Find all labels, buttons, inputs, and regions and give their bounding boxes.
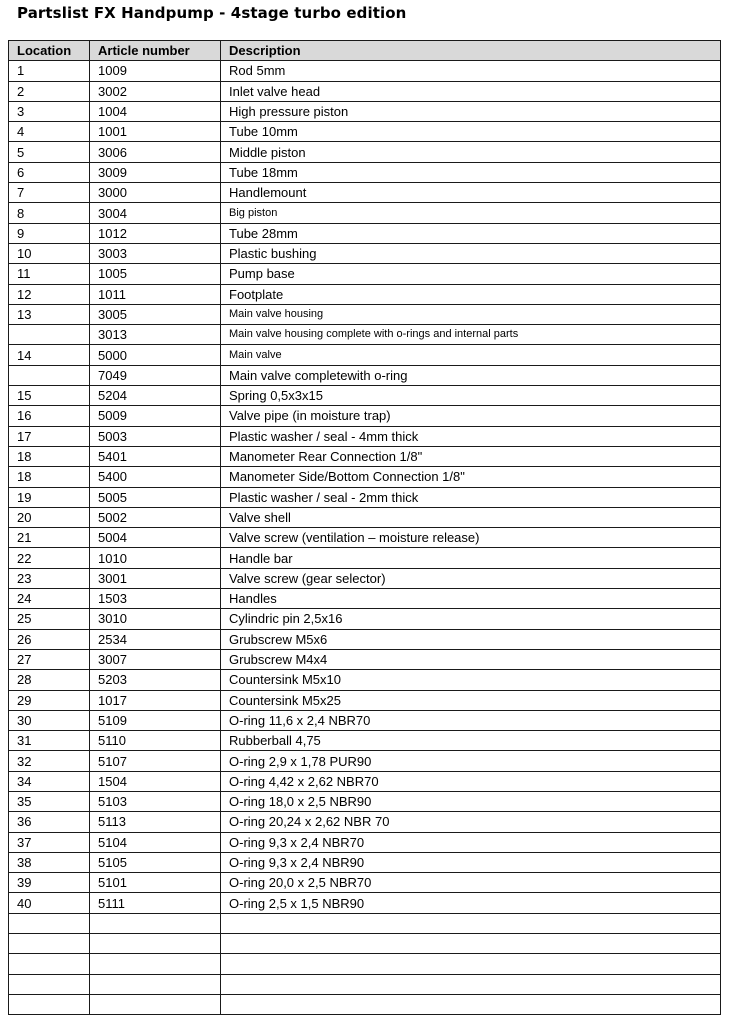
cell-location: 26	[9, 629, 90, 649]
cell-location: 38	[9, 852, 90, 872]
table-row	[9, 568, 721, 588]
table-row	[9, 203, 721, 223]
cell-article-number: 1504	[90, 771, 221, 791]
cell-location: 4	[9, 122, 90, 142]
cell-article-number: 5105	[90, 852, 221, 872]
cell-article-number: 5101	[90, 873, 221, 893]
cell-location: 16	[9, 406, 90, 426]
cell-description: Pump base	[221, 264, 721, 284]
cell-article-number: 5107	[90, 751, 221, 771]
cell-article-number: 3010	[90, 609, 221, 629]
table-row	[9, 994, 721, 1014]
table-row	[9, 812, 721, 832]
cell-description: Big piston	[221, 203, 721, 223]
cell-description: Valve pipe (in moisture trap)	[221, 406, 721, 426]
cell-location: 23	[9, 568, 90, 588]
cell-description: Plastic bushing	[221, 243, 721, 263]
cell-location: 25	[9, 609, 90, 629]
cell-description: Handles	[221, 589, 721, 609]
cell-description: Handlemount	[221, 183, 721, 203]
cell-article-number: 5401	[90, 446, 221, 466]
cell-article-number	[90, 954, 221, 974]
table-header-row	[9, 41, 721, 61]
cell-article-number	[90, 974, 221, 994]
cell-location: 12	[9, 284, 90, 304]
cell-location: 13	[9, 304, 90, 324]
cell-article-number: 1001	[90, 122, 221, 142]
cell-description: O-ring 18,0 x 2,5 NBR90	[221, 791, 721, 811]
table-row	[9, 426, 721, 446]
cell-description: O-ring 4,42 x 2,62 NBR70	[221, 771, 721, 791]
cell-article-number: 5110	[90, 731, 221, 751]
cell-article-number: 5000	[90, 345, 221, 365]
table-row	[9, 467, 721, 487]
cell-description	[221, 913, 721, 933]
cell-location: 19	[9, 487, 90, 507]
cell-article-number: 3006	[90, 142, 221, 162]
table-row	[9, 487, 721, 507]
cell-location: 10	[9, 243, 90, 263]
table-row	[9, 81, 721, 101]
cell-location: 39	[9, 873, 90, 893]
cell-description: Rod 5mm	[221, 61, 721, 81]
table-row	[9, 629, 721, 649]
page-title: Partslist FX Handpump - 4stage turbo edition	[17, 4, 407, 22]
column-header-article-number: Article number	[90, 41, 221, 61]
cell-location: 35	[9, 791, 90, 811]
cell-description: Main valve housing	[221, 304, 721, 324]
cell-article-number: 5104	[90, 832, 221, 852]
cell-location: 37	[9, 832, 90, 852]
cell-description: Plastic washer / seal - 2mm thick	[221, 487, 721, 507]
cell-description: O-ring 11,6 x 2,4 NBR70	[221, 710, 721, 730]
cell-location: 14	[9, 345, 90, 365]
parts-table	[8, 40, 721, 1015]
cell-location: 30	[9, 710, 90, 730]
cell-article-number: 5204	[90, 386, 221, 406]
cell-location	[9, 913, 90, 933]
table-row	[9, 142, 721, 162]
table-row	[9, 954, 721, 974]
cell-article-number: 5009	[90, 406, 221, 426]
cell-description: Tube 18mm	[221, 162, 721, 182]
cell-article-number: 5004	[90, 528, 221, 548]
cell-description	[221, 954, 721, 974]
cell-description: Spring 0,5x3x15	[221, 386, 721, 406]
cell-location: 20	[9, 507, 90, 527]
cell-article-number: 3009	[90, 162, 221, 182]
cell-description: Countersink M5x25	[221, 690, 721, 710]
cell-description: Cylindric pin 2,5x16	[221, 609, 721, 629]
table-row	[9, 731, 721, 751]
cell-location: 9	[9, 223, 90, 243]
cell-description: Main valve completewith o-ring	[221, 365, 721, 385]
cell-article-number: 5113	[90, 812, 221, 832]
table-row	[9, 528, 721, 548]
cell-article-number: 7049	[90, 365, 221, 385]
table-row	[9, 243, 721, 263]
column-header-location: Location	[9, 41, 90, 61]
table-row	[9, 670, 721, 690]
cell-article-number: 3000	[90, 183, 221, 203]
cell-article-number: 5005	[90, 487, 221, 507]
table-row	[9, 386, 721, 406]
cell-article-number: 5109	[90, 710, 221, 730]
table-body	[9, 61, 721, 1015]
table-row	[9, 345, 721, 365]
cell-location: 15	[9, 386, 90, 406]
cell-description: O-ring 20,0 x 2,5 NBR70	[221, 873, 721, 893]
table-row	[9, 548, 721, 568]
cell-description: Main valve	[221, 345, 721, 365]
cell-description: O-ring 9,3 x 2,4 NBR90	[221, 852, 721, 872]
cell-article-number: 1011	[90, 284, 221, 304]
table-row	[9, 406, 721, 426]
cell-location: 18	[9, 446, 90, 466]
table-row	[9, 974, 721, 994]
cell-location: 7	[9, 183, 90, 203]
cell-article-number	[90, 913, 221, 933]
cell-description: Manometer Side/Bottom Connection 1/8"	[221, 467, 721, 487]
cell-article-number: 1503	[90, 589, 221, 609]
cell-location: 2	[9, 81, 90, 101]
table-row	[9, 101, 721, 121]
table-row	[9, 223, 721, 243]
table-row	[9, 771, 721, 791]
cell-description: Middle piston	[221, 142, 721, 162]
cell-article-number: 1017	[90, 690, 221, 710]
cell-description: Valve shell	[221, 507, 721, 527]
table-row	[9, 264, 721, 284]
cell-article-number: 1005	[90, 264, 221, 284]
cell-description: O-ring 9,3 x 2,4 NBR70	[221, 832, 721, 852]
cell-description	[221, 934, 721, 954]
table-row	[9, 649, 721, 669]
cell-location: 8	[9, 203, 90, 223]
cell-description: High pressure piston	[221, 101, 721, 121]
table-row	[9, 791, 721, 811]
table-row	[9, 913, 721, 933]
cell-location: 18	[9, 467, 90, 487]
cell-article-number: 3005	[90, 304, 221, 324]
cell-article-number: 5400	[90, 467, 221, 487]
cell-location	[9, 365, 90, 385]
column-header-description: Description	[221, 41, 721, 61]
table-row	[9, 446, 721, 466]
cell-description: Main valve housing complete with o-rings and internal parts	[221, 325, 721, 345]
cell-article-number: 3007	[90, 649, 221, 669]
cell-description	[221, 994, 721, 1014]
table-row	[9, 61, 721, 81]
cell-description: Plastic washer / seal - 4mm thick	[221, 426, 721, 446]
cell-location: 1	[9, 61, 90, 81]
cell-description: Valve screw (ventilation – moisture release)	[221, 528, 721, 548]
table-row	[9, 183, 721, 203]
table-row	[9, 284, 721, 304]
cell-location: 28	[9, 670, 90, 690]
cell-location: 3	[9, 101, 90, 121]
cell-description: Countersink M5x10	[221, 670, 721, 690]
cell-description	[221, 974, 721, 994]
table-row	[9, 325, 721, 345]
cell-description: Rubberball 4,75	[221, 731, 721, 751]
table-row	[9, 589, 721, 609]
table-row	[9, 751, 721, 771]
table-row	[9, 893, 721, 913]
table-row	[9, 609, 721, 629]
cell-description: Grubscrew M5x6	[221, 629, 721, 649]
cell-location: 40	[9, 893, 90, 913]
table-row	[9, 934, 721, 954]
cell-location: 36	[9, 812, 90, 832]
cell-location: 29	[9, 690, 90, 710]
cell-location	[9, 934, 90, 954]
cell-article-number: 5003	[90, 426, 221, 446]
cell-article-number: 5203	[90, 670, 221, 690]
cell-article-number: 2534	[90, 629, 221, 649]
cell-description: Inlet valve head	[221, 81, 721, 101]
cell-location: 22	[9, 548, 90, 568]
table-row	[9, 162, 721, 182]
cell-article-number: 3003	[90, 243, 221, 263]
cell-location	[9, 954, 90, 974]
cell-location: 27	[9, 649, 90, 669]
cell-article-number: 5002	[90, 507, 221, 527]
cell-description: Grubscrew M4x4	[221, 649, 721, 669]
table-row	[9, 365, 721, 385]
cell-location	[9, 994, 90, 1014]
table-row	[9, 304, 721, 324]
table-row	[9, 710, 721, 730]
cell-location: 24	[9, 589, 90, 609]
table-row	[9, 122, 721, 142]
cell-description: Valve screw (gear selector)	[221, 568, 721, 588]
cell-location: 21	[9, 528, 90, 548]
table-row	[9, 690, 721, 710]
cell-location: 5	[9, 142, 90, 162]
cell-description: O-ring 2,9 x 1,78 PUR90	[221, 751, 721, 771]
cell-location: 34	[9, 771, 90, 791]
cell-location: 17	[9, 426, 90, 446]
cell-description: O-ring 20,24 x 2,62 NBR 70	[221, 812, 721, 832]
cell-description: Tube 10mm	[221, 122, 721, 142]
table-row	[9, 852, 721, 872]
cell-location	[9, 325, 90, 345]
cell-article-number: 3013	[90, 325, 221, 345]
cell-description: Handle bar	[221, 548, 721, 568]
table-row	[9, 873, 721, 893]
cell-article-number: 1012	[90, 223, 221, 243]
cell-description: O-ring 2,5 x 1,5 NBR90	[221, 893, 721, 913]
cell-description: Tube 28mm	[221, 223, 721, 243]
cell-article-number: 3002	[90, 81, 221, 101]
table-row	[9, 832, 721, 852]
cell-article-number: 5103	[90, 791, 221, 811]
cell-location: 6	[9, 162, 90, 182]
cell-article-number: 1010	[90, 548, 221, 568]
cell-article-number	[90, 934, 221, 954]
cell-location	[9, 974, 90, 994]
cell-article-number: 1009	[90, 61, 221, 81]
cell-article-number	[90, 994, 221, 1014]
cell-article-number: 3004	[90, 203, 221, 223]
cell-location: 31	[9, 731, 90, 751]
cell-article-number: 1004	[90, 101, 221, 121]
table-row	[9, 507, 721, 527]
cell-location: 32	[9, 751, 90, 771]
cell-article-number: 3001	[90, 568, 221, 588]
cell-description: Footplate	[221, 284, 721, 304]
cell-location: 11	[9, 264, 90, 284]
cell-description: Manometer Rear Connection 1/8"	[221, 446, 721, 466]
cell-article-number: 5111	[90, 893, 221, 913]
